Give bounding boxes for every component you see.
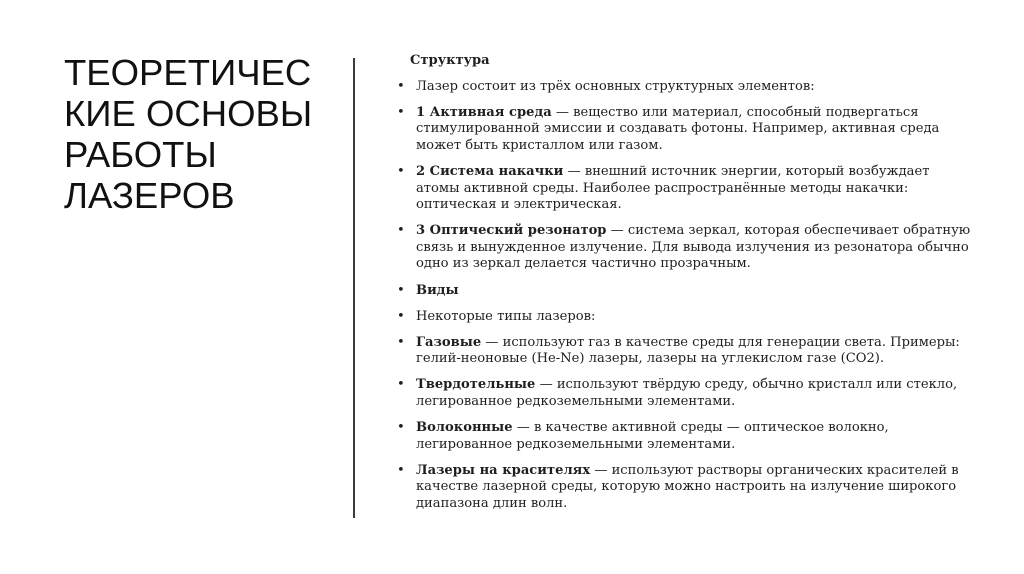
bullet-icon: • <box>397 282 405 298</box>
item-text: — внешний источник энергии, который возбуждает атомы активной среды. Наиболее распространённые методы накачки: оптическая и электрическая. <box>416 163 930 213</box>
item-text: — система зеркал, которая обеспечивает обратную связь и вынужденное излучение. Для вывода излучения из резонатора обычно одно из зеркал делается частично прозрачным. <box>416 223 971 272</box>
bullet-list <box>397 79 977 513</box>
bullet-icon: • <box>397 223 405 239</box>
bullet-icon: • <box>397 104 405 120</box>
list-item <box>397 309 977 326</box>
bullet-icon: • <box>397 334 405 350</box>
list-item <box>397 283 977 300</box>
item-bold: Твердотельные <box>416 377 536 393</box>
list-item <box>397 463 977 513</box>
bullet-icon: • <box>397 377 405 393</box>
item-text: — используют растворы органических красителей в качестве лазерной среды, которую можно настроить на излучение широкого диапазона длин волн. <box>416 462 959 511</box>
list-item <box>397 79 977 96</box>
item-text: — вещество или материал, способный подвергаться стимулированной эмиссии и создавать фотоны. Например, активная среда может быть кристаллом или газом. <box>416 104 940 153</box>
slide-title <box>64 52 344 216</box>
item-text: — используют газ в качестве среды для генерации света. Примеры: гелий-неоновые (He-Ne) лазеры, лазеры на углекислом газе (CO2). <box>416 334 960 367</box>
item-text: Некоторые типы лазеров: <box>416 308 596 324</box>
vertical-divider <box>353 58 355 518</box>
list-item <box>397 420 977 453</box>
slide-content <box>397 53 977 522</box>
title-line: ТЕОРЕТИЧЕС <box>64 52 312 93</box>
item-bold: 2 Система накачки <box>416 163 564 179</box>
list-item <box>397 223 977 273</box>
bullet-icon: • <box>397 462 405 478</box>
bullet-icon: • <box>397 163 405 179</box>
list-item <box>397 105 977 155</box>
item-bold: Газовые <box>416 334 482 350</box>
title-line: ЛАЗЕРОВ <box>64 175 235 216</box>
item-text: — используют твёрдую среду, обычно кристалл или стекло, легированное редкоземельными элементами. <box>416 377 958 409</box>
item-bold: 1 Активная среда <box>416 104 552 120</box>
bullet-icon: • <box>397 78 405 94</box>
title-line: КИЕ ОСНОВЫ <box>64 93 313 134</box>
item-text: — в качестве активной среды — оптическое волокно, легированное редкоземельными элементами. <box>416 420 889 452</box>
title-line: РАБОТЫ <box>64 134 217 175</box>
list-item <box>397 335 977 368</box>
list-item <box>397 377 977 410</box>
list-item <box>397 164 977 214</box>
item-bold: Виды <box>416 282 459 298</box>
item-bold: Лазеры на красителях <box>416 462 591 478</box>
section-heading: Структура <box>410 53 490 68</box>
item-text: Лазер состоит из трёх основных структурных элементов: <box>416 78 815 94</box>
bullet-icon: • <box>397 420 405 436</box>
item-bold: Волоконные <box>416 420 513 436</box>
bullet-icon: • <box>397 308 405 324</box>
item-bold: 3 Оптический резонатор <box>416 223 607 239</box>
